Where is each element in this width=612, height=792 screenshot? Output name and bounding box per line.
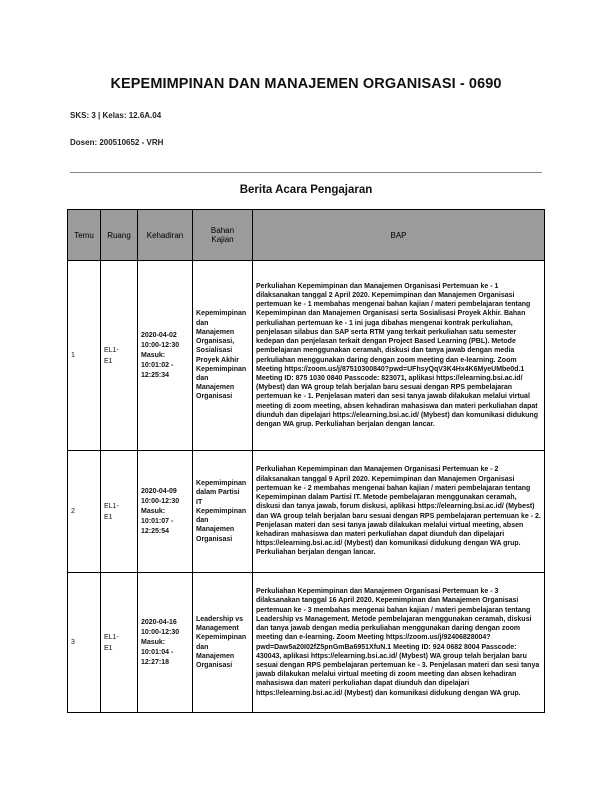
lecturer-info: Dosen: 200510652 - VRH	[70, 138, 164, 147]
header-ruang: Ruang	[101, 210, 138, 261]
cell-bap: Perkuliahan Kepemimpinan dan Manajemen Organisasi Pertemuan ke - 2 dilaksanakan tanggal 9 April 2020. Kepemimpinan dan Manajemen Organisasi pertemuan ke - 2 membahas mengenai bahan kajian / materi pembelajaran tentang Kepemimpinan dalam Partisi IT. Metode pembelajaran menggunakan ceramah, diskusi dan tanya jawab, forum diskusi, aplikasi https://elearning.bsi.ac.id/ (Mybest) dan WA group telah berjalan baru sesuai dengan RPS pembelajaran pertemuan ke - 2. Penjelasan materi dan sesi tanya jawab dilakukan melalui virtual meeting, absen kehadiran mahasiswa dan materi perkuliahan dapat diunduh dan dipelajari https://elearning.bsi.ac.id/ (Mybest) dan komunikasi didukung dengan WA grup. Perkuliahan berjalan dengan lancar.	[253, 451, 545, 573]
header-bahan-kajian: Bahan Kajian	[193, 210, 253, 261]
divider	[70, 172, 542, 173]
cell-ruang: EL1- E1	[101, 573, 138, 713]
cell-bahan-kajian: Kepemimpinan dan Manajemen Organisasi, Sosialisasi Proyek Akhir Kepemimpinan dan Manajemen Organisasi	[193, 261, 253, 451]
cell-temu: 2	[68, 451, 101, 573]
course-info: SKS: 3 | Kelas: 12.6A.04	[70, 111, 162, 120]
table-header-row	[68, 210, 545, 261]
bap-table	[67, 209, 545, 713]
page-title: KEPEMIMPINAN DAN MANAJEMEN ORGANISASI - 0690	[110, 76, 502, 92]
cell-ruang: EL1- E1	[101, 451, 138, 573]
cell-kehadiran: 2020-04-16 10:00-12:30 Masuk: 10:01:04 - 12:27:18	[138, 573, 193, 713]
header-bap: BAP	[253, 210, 545, 261]
cell-bap: Perkuliahan Kepemimpinan dan Manajemen Organisasi Pertemuan ke - 3 dilaksanakan tanggal 16 April 2020. Kepemimpinan dan Manajemen Organisasi pertemuan ke - 3 membahas mengenai bahan kajian / materi pembelajaran tentang Leadership vs Management. Metode pembelajaran menggunakan ceramah, diskusi dan tanya jawab dengan media perkuliahan menggunakan daring dengan zoom meeting dan e-learning. Zoom Meeting https://zoom.us/j/92406828004?pwd=Daw5a20I02fZ5pnGmBa6951XfuN.1 Meeting ID: 924 0682 8004 Passcode: 430043, aplikasi https://elearning.bsi.ac.id/ (Mybest) WA group telah berjalan baru sesuai dengan RPS pembelajaran pertemuan ke - 3. Penjelasan materi dan sesi tanya jawab dilakukan melalui virtual meeting di zoom meeting dan absen kehadiran mahasiswa dan materi perkuliahan dapat diunduh dan dipelajari https://elearning.bsi.ac.id/ (Mybest) dan komunikasi didukung dengan WA grup.	[253, 573, 545, 713]
cell-kehadiran: 2020-04-09 10:00-12:30 Masuk: 10:01:07 - 12:25:54	[138, 451, 193, 573]
cell-bahan-kajian: Kepemimpinan dalam Partisi IT Kepemimpinan dan Manajemen Organisasi	[193, 451, 253, 573]
table-row	[68, 261, 545, 451]
table-row	[68, 451, 545, 573]
header-temu: Temu	[68, 210, 101, 261]
section-title: Berita Acara Pengajaran	[239, 184, 373, 196]
table-row	[68, 573, 545, 713]
header-kehadiran: Kehadiran	[138, 210, 193, 261]
cell-temu: 3	[68, 573, 101, 713]
cell-bap: Perkuliahan Kepemimpinan dan Manajemen Organisasi Pertemuan ke - 1 dilaksanakan tanggal 2 April 2020. Kepemimpinan dan Manajemen Organisasi pertemuan ke - 1 membahas mengenai bahan kajian / materi pembelajaran tentang Kepemimpinan dan Manajemen Organisasi serta Sosialisasi Proyek Akhir. Bahan perkuliahan pertemuan ke - 1 ini juga dibahas mengenai kontrak perkuliahan, penjelasan silabus dan SAP serta RTM yang terkait perkuliahan satu semester kedepan dan penjelasan terkait dengan Project Based Learning (PBL). Metode pembelajaran menggunakan ceramah, diskusi dan tanya jawab dengan media perkuliahan menggunakan daring dengan zoom meeting dan e-learning. Zoom Meeting https://zoom.us/j/87510300840?pwd=UFhsyQqV3K4Hx4K6MyeUMbe0d.1 Meeting ID: 875 1030 0840 Passcode: 823071, aplikasi https://elearning.bsi.ac.id/ (Mybest) dan WA group telah berjalan baru sesuai dengan RPS pembelajaran pertemuan ke - 1. Penjelasan materi dan sesi tanya jawab dilakukan melalui virtual meeting di zoom meeting, absen kehadiran mahasiswa dan materi perkuliahan dapat diunduh dan dipelajari https://elearning.bsi.ac.id/ (Mybest) dan komunikasi didukung dengan WA grup. Perkuliahan berjalan dengan lancar.	[253, 261, 545, 451]
cell-bahan-kajian: Leadership vs Management Kepemimpinan dan Manajemen Organisasi	[193, 573, 253, 713]
cell-ruang: EL1- E1	[101, 261, 138, 451]
cell-temu: 1	[68, 261, 101, 451]
cell-kehadiran: 2020-04-02 10:00-12:30 Masuk: 10:01:02 - 12:25:34	[138, 261, 193, 451]
